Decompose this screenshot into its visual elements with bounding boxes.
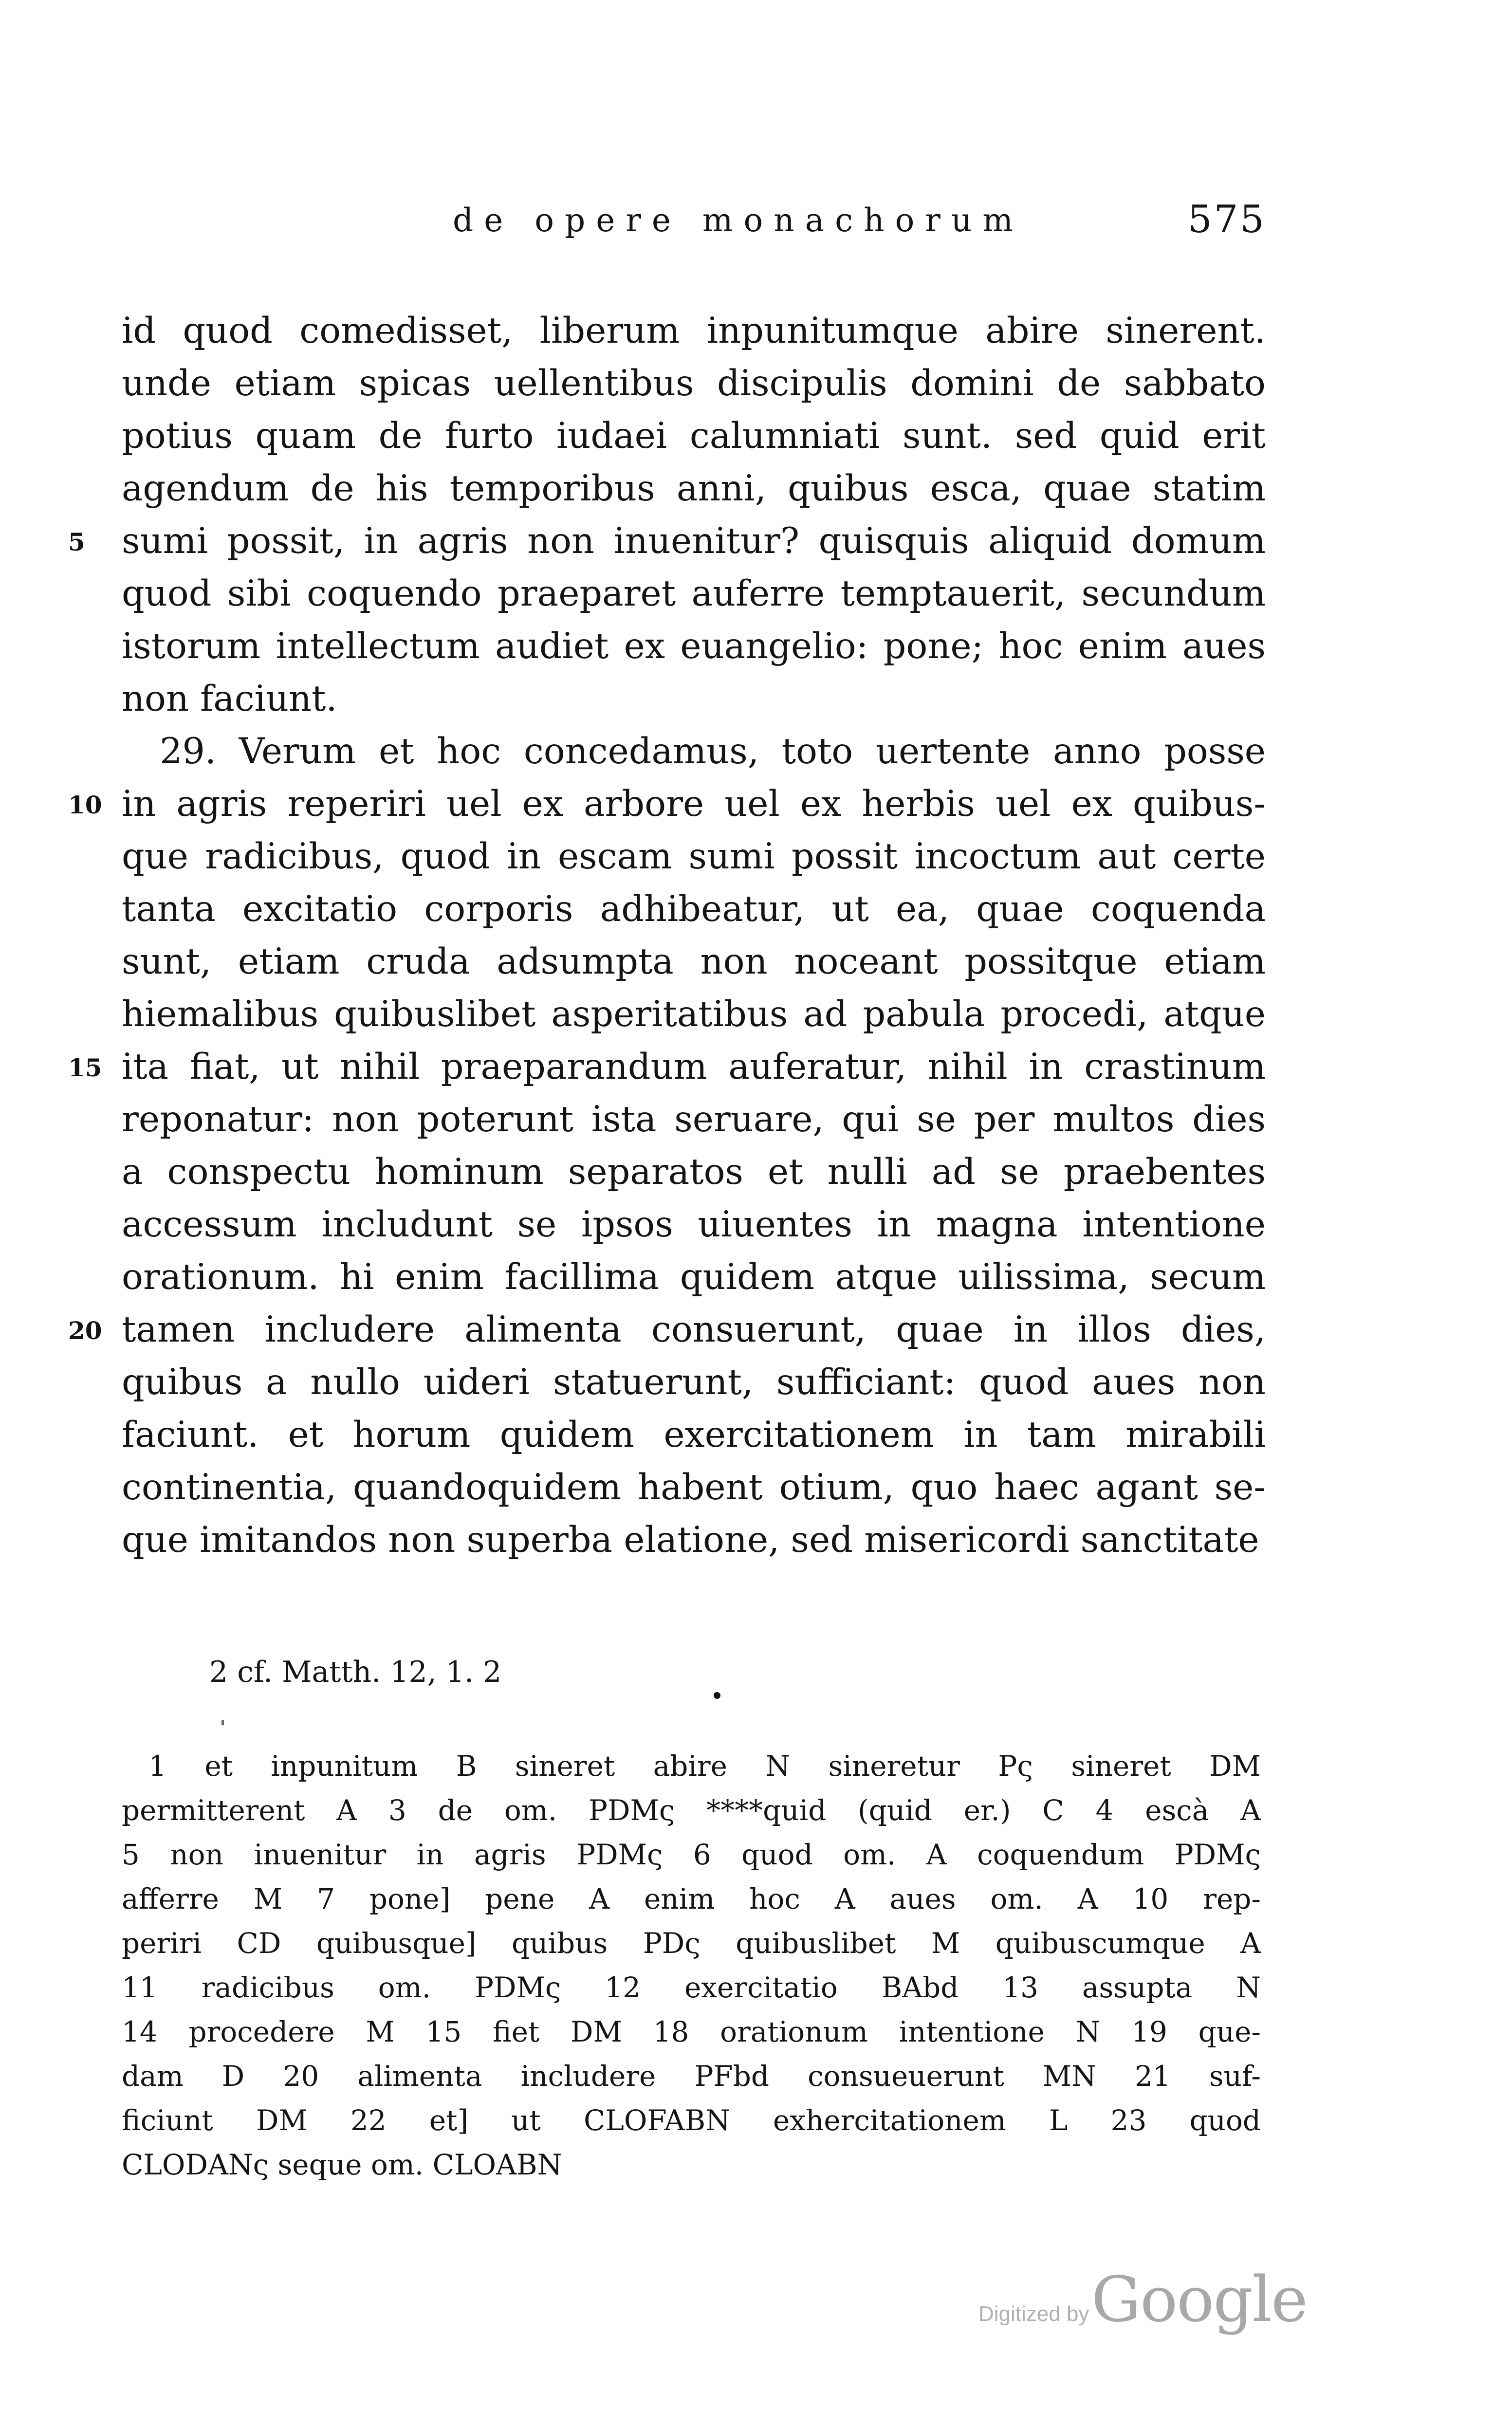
- running-title: de opere monachorum: [453, 202, 1024, 239]
- text-line: [122, 1146, 1266, 1198]
- text-line: [122, 725, 1266, 778]
- apparatus-line: 11 radicibus om. PDMς 12 exercitatio BAbd 13 assupta N: [122, 1971, 1261, 2004]
- line-text: orationum. hi enim facillima quidem atque uilissima, secum: [122, 1256, 1266, 1298]
- line-number: 15: [68, 1053, 102, 1082]
- line-text: in agris reperiri uel ex arbore uel ex herbis uel ex quibus-: [122, 783, 1266, 825]
- line-text: id quod comedisset, liberum inpunitumque abire sinerent.: [122, 310, 1266, 351]
- line-text: quod sibi coquendo praeparet auferre temptauerit, secundum: [122, 573, 1266, 614]
- text-line: [68, 1041, 1266, 1093]
- apparatus-line: 14 procedere M 15 fiet DM 18 orationum intentione N 19 que-: [122, 2015, 1261, 2048]
- apparatus-line: permitterent A 3 de om. PDMς ****quid (quid er.) C 4 escà A: [122, 1794, 1261, 1827]
- line-text: tamen includere alimenta consuerunt, quae in illos dies,: [122, 1309, 1266, 1350]
- line-number: 20: [68, 1316, 102, 1345]
- text-line: [122, 1514, 1266, 1566]
- line-text: reponatur: non poterunt ista seruare, qui se per multos dies: [122, 1099, 1266, 1140]
- watermark-prefix: Digitized by: [978, 2302, 1089, 2326]
- line-text: faciunt. et horum quidem exercitationem in tam mirabili: [122, 1414, 1266, 1455]
- apparatus-line: periri CD quibusque] quibus PDς quibuslibet M quibuscumque A: [122, 1927, 1261, 1960]
- text-line: [122, 883, 1266, 936]
- line-number: 10: [68, 791, 102, 819]
- line-text: non faciunt.: [122, 678, 337, 719]
- text-line: [122, 620, 1266, 673]
- line-text: continentia, quandoquidem habent otium, quo haec agant se-: [122, 1467, 1266, 1508]
- line-text: unde etiam spicas uellentibus discipulis domini de sabbato: [122, 363, 1266, 404]
- line-text: sumi possit, in agris non inuenitur? quisquis aliquid domum: [122, 520, 1266, 562]
- print-tick: [221, 1720, 224, 1725]
- text-line: [122, 305, 1266, 357]
- reference-note: 2 cf. Matth. 12, 1. 2: [209, 1655, 502, 1689]
- text-line: [68, 1304, 1266, 1356]
- apparatus-line: ficiunt DM 22 et] ut CLOFABN exhercitationem L 23 quod: [122, 2104, 1261, 2137]
- apparatus-line: CLODANς seque om. CLOABN: [122, 2148, 562, 2181]
- text-line: [122, 1461, 1266, 1514]
- line-text: tanta excitatio corporis adhibeatur, ut ea, quae coquenda: [122, 888, 1266, 930]
- line-number: 5: [68, 528, 85, 556]
- line-text: a conspectu hominum separatos et nulli ad se praebentes: [122, 1151, 1266, 1193]
- critical-apparatus: [122, 1744, 1261, 2187]
- text-line: [122, 568, 1266, 620]
- line-text: que radicibus, quod in escam sumi possit incoctum aut certe: [122, 836, 1266, 877]
- apparatus-line: afferre M 7 pone] pene A enim hoc A aues om. A 10 rep-: [122, 1882, 1261, 1915]
- line-text: ita fiat, ut nihil praeparandum auferatur, nihil in crastinum: [122, 1046, 1266, 1087]
- line-text: sunt, etiam cruda adsumpta non noceant possitque etiam: [122, 941, 1266, 982]
- page-header: [0, 198, 1512, 263]
- print-dot: [714, 1692, 720, 1699]
- text-line: [122, 988, 1266, 1041]
- apparatus-line: dam D 20 alimenta includere PFbd consueuerunt MN 21 suf-: [122, 2060, 1261, 2093]
- line-text: que imitandos non superba elatione, sed misericordi sanctitate: [122, 1519, 1259, 1561]
- digitized-watermark: [978, 2264, 1307, 2336]
- text-line: [68, 515, 1266, 568]
- text-line: [122, 830, 1266, 883]
- text-line: [122, 1093, 1266, 1146]
- text-line: [122, 1356, 1266, 1409]
- text-line: [122, 357, 1266, 410]
- text-line: [122, 410, 1266, 462]
- text-line: [122, 1251, 1266, 1304]
- line-text: agendum de his temporibus anni, quibus esca, quae statim: [122, 468, 1266, 509]
- text-line: [122, 673, 1266, 725]
- main-text: [68, 305, 1266, 1566]
- text-line: [122, 462, 1266, 515]
- apparatus-line: 5 non inuenitur in agris PDMς 6 quod om. A coquendum PDMς: [122, 1838, 1261, 1871]
- text-line: [68, 778, 1266, 830]
- line-text: istorum intellectum audiet ex euangelio: pone; hoc enim aues: [122, 626, 1266, 667]
- line-text: accessum includunt se ipsos uiuentes in magna intentione: [122, 1204, 1266, 1245]
- line-text: quibus a nullo uideri statuerunt, sufficiant: quod aues non: [122, 1362, 1266, 1403]
- apparatus-line: 1 et inpunitum B sineret abire N sineretur Pς sineret DM: [148, 1749, 1261, 1783]
- text-line: [122, 936, 1266, 988]
- text-line: [122, 1409, 1266, 1461]
- text-line: [122, 1198, 1266, 1251]
- line-text: 29. Verum et hoc concedamus, toto uertente anno posse: [160, 731, 1266, 772]
- line-text: hiemalibus quibuslibet asperitatibus ad pabula procedi, atque: [122, 994, 1266, 1035]
- google-logo: Google: [1091, 2264, 1307, 2336]
- page-number: 575: [1188, 198, 1266, 241]
- line-text: potius quam de furto iudaei calumniati sunt. sed quid erit: [122, 415, 1266, 457]
